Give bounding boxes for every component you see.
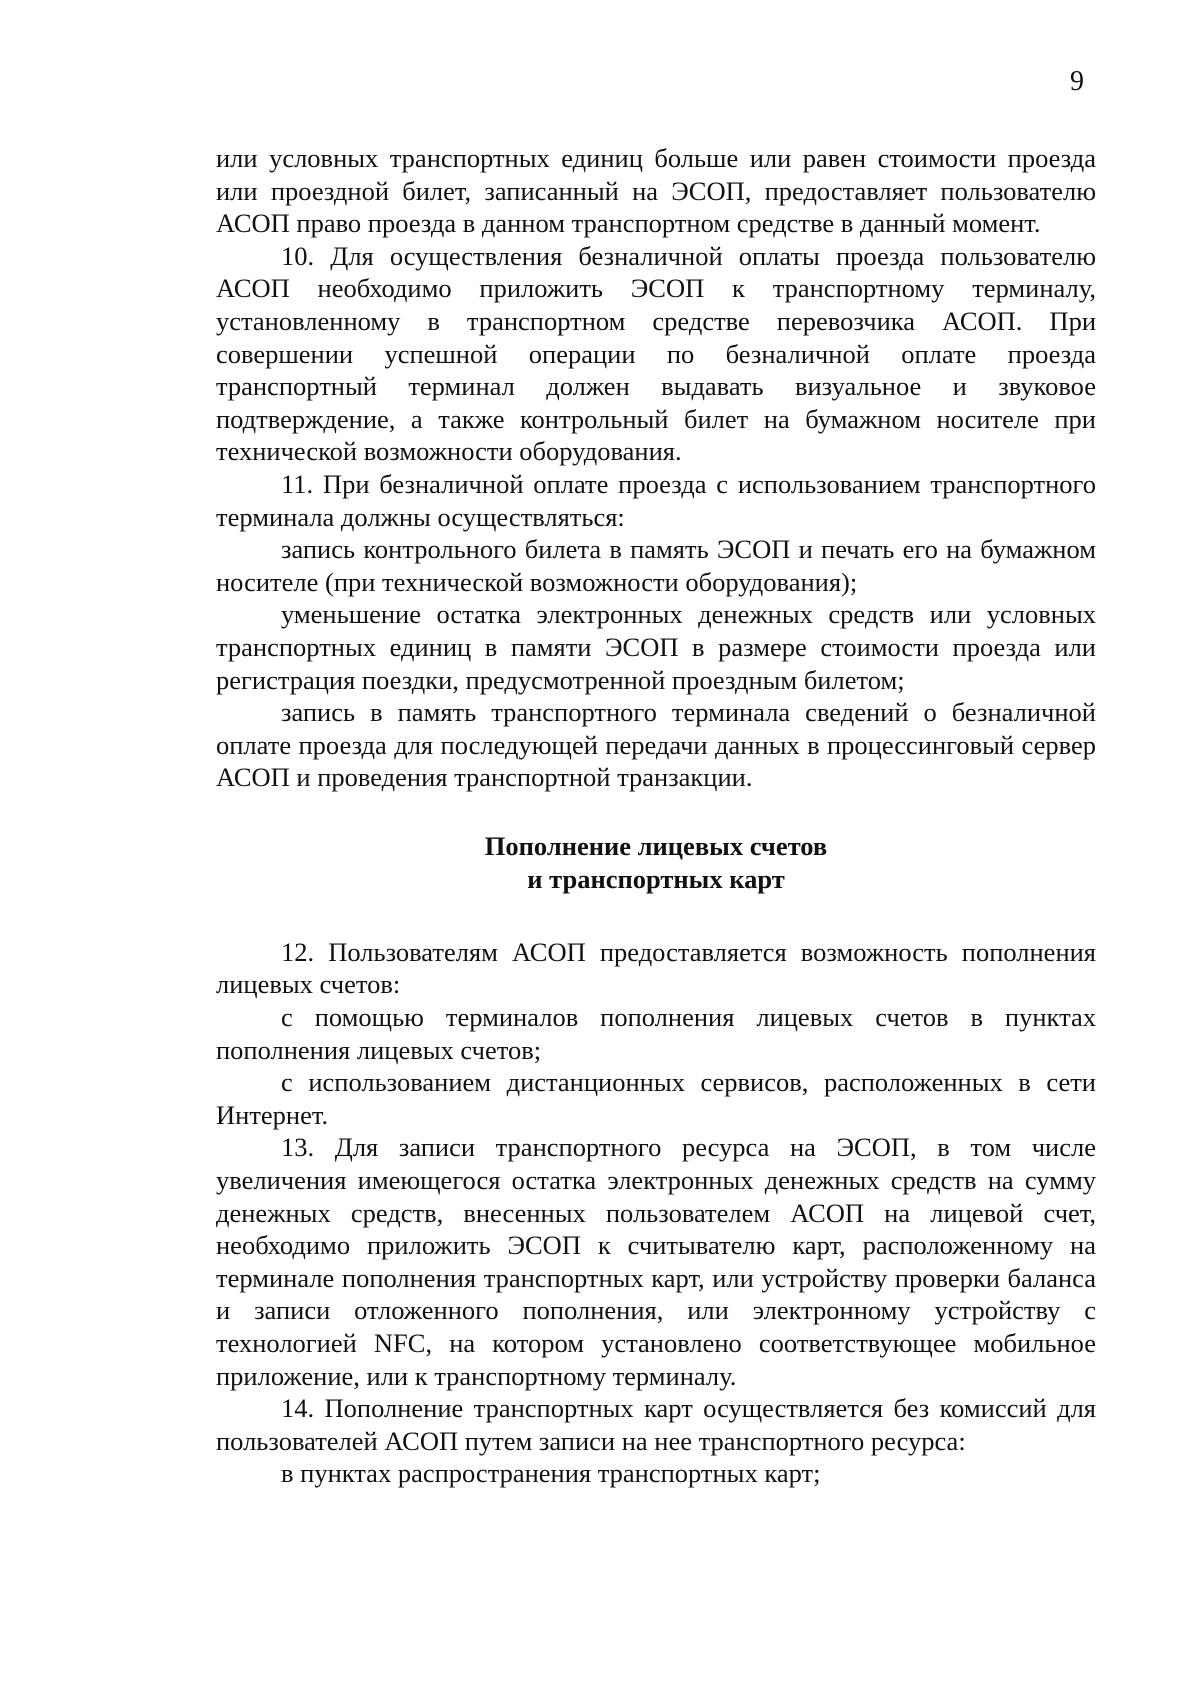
paragraph-13: 13. Для записи транспортного ресурса на ЭСОП, в том числе увеличения имеющегося остатка электронных денежных средств на сумму денежных средств, внесенных пользователем АСОП на лицевой счет, необходимо приложить ЭСОП к считывателю карт, расположенному на терминале пополнения транспортных карт, или устройству проверки баланса и записи отложенного пополнения, или электронному устройству с технологией NFC, на котором установлено соответствующее мобильное приложение, или к транспортному терминалу. bbox=[216, 1132, 1096, 1391]
list-item-terminals: с помощью терминалов пополнения лицевых счетов в пунктах пополнения лицевых счетов; bbox=[216, 1002, 1096, 1065]
section-heading-line-1: Пополнение лицевых счетов bbox=[484, 830, 828, 861]
list-item-balance-decrease: уменьшение остатка электронных денежных средств или условных транспортных единиц в памяти ЭСОП в размере стоимости проезда или регистрация поездки, предусмотренной проездным билетом; bbox=[216, 599, 1096, 695]
page-number: 9 bbox=[1070, 66, 1084, 97]
list-item-remote-services: с использованием дистанционных сервисов, расположенных в сети Интернет. bbox=[216, 1067, 1096, 1130]
paragraph-14: 14. Пополнение транспортных карт осуществляется без комиссий для пользователей АСОП путем записи на нее транспортного ресурса: bbox=[216, 1393, 1096, 1456]
document-body bbox=[216, 142, 1096, 1490]
list-item-terminal-record: запись в память транспортного терминала сведений о безналичной оплате проезда для последующей передачи данных в процессинговый сервер АСОП и проведения транспортной транзакции. bbox=[216, 697, 1096, 793]
section-heading bbox=[216, 830, 1096, 896]
list-item-ticket-record: запись контрольного билета в память ЭСОП и печать его на бумажном носителе (при технической возможности оборудования); bbox=[216, 534, 1096, 597]
paragraph-10: 10. Для осуществления безналичной оплаты проезда пользователю АСОП необходимо приложить ЭСОП к транспортному терминалу, установленному в транспортном средстве перевозчика АСОП. При совершении успешной операции по безналичной оплате проезда транспортный терминал должен выдавать визуальное и звуковое подтверждение, а также контрольный билет на бумажном носителе при технической возможности оборудования. bbox=[216, 240, 1096, 467]
paragraph-11: 11. При безналичной оплате проезда с использованием транспортного терминала должны осуществляться: bbox=[216, 468, 1096, 532]
section-heading-line-2: и транспортных карт bbox=[527, 863, 785, 894]
list-item-distribution-points: в пунктах распространения транспортных карт; bbox=[281, 1458, 821, 1489]
paragraph-continuation: или условных транспортных единиц больше или равен стоимости проезда или проездной билет, записанный на ЭСОП, предоставляет пользователю АСОП право проезда в данном транспортном средстве в данный момент. bbox=[216, 143, 1096, 239]
paragraph-12: 12. Пользователям АСОП предоставляется возможность пополнения лицевых счетов: bbox=[216, 936, 1096, 1000]
